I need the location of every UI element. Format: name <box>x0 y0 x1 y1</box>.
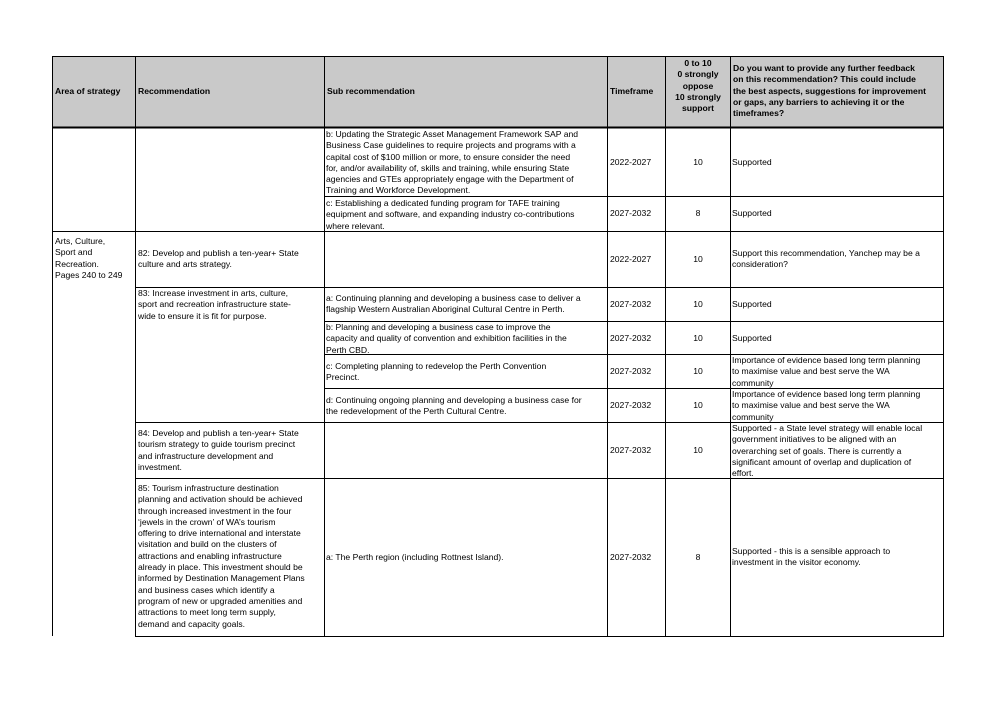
timeframe: 2027-2032 <box>610 208 652 218</box>
sub-recommendation: c: Establishing a dedicated funding program for TAFE training equipment and software, and expanding industry co-contributions where relevant. <box>326 198 575 231</box>
feedback: Importance of evidence based long term planning to maximise value and best serve the WA community <box>732 389 921 422</box>
feedback: Importance of evidence based long term planning to maximise value and best serve the WA community <box>732 355 921 388</box>
header-sub-recommendation: Sub recommendation <box>327 86 415 96</box>
timeframe: 2027-2032 <box>610 333 652 343</box>
feedback: Support this recommendation, Yanchep may be a consideration? <box>732 248 920 270</box>
timeframe: 2022-2027 <box>610 254 652 264</box>
header-recommendation: Recommendation <box>138 86 211 96</box>
header-feedback: Do you want to provide any further feedback on this recommendation? This could include the best aspects, suggestions for improvement or gaps, any barriers to achieving it or the timeframes? <box>733 63 926 119</box>
score: 10 <box>693 157 703 167</box>
header-score: 0 to 10 0 strongly oppose 10 strongly support <box>675 58 721 114</box>
sub-recommendation: a: Continuing planning and developing a business case to deliver a flagship Western Australian Aboriginal Cultural Centre in Perth. <box>326 293 581 315</box>
timeframe: 2027-2032 <box>610 445 652 455</box>
timeframe: 2027-2032 <box>610 400 652 410</box>
header-timeframe: Timeframe <box>610 86 654 96</box>
header-area-of-strategy: Area of strategy <box>55 86 121 96</box>
area-of-strategy: Arts, Culture, Sport and Recreation. Pages 240 to 249 <box>55 236 123 280</box>
recommendation: 85: Tourism infrastructure destination planning and activation should be achieved through increased investment in the four ‘jewels in the crown’ of WA’s tourism offering to drive international and interstate visitation and build on the clusters of attractions and enabling infrastructure already in place. This investment should be informed by Destination Management Plans and business cases which identify a program of new or upgraded amenities and attractions to meet long term supply, demand and capacity goals. <box>138 483 305 629</box>
timeframe: 2022-2027 <box>610 157 652 167</box>
sub-recommendation: d: Continuing ongoing planning and developing a business case for the redevelopment of the Perth Cultural Centre. <box>326 395 582 417</box>
feedback: Supported <box>732 333 772 343</box>
sub-recommendation: c: Completing planning to redevelop the Perth Convention Precinct. <box>326 361 547 383</box>
score: 10 <box>693 445 703 455</box>
timeframe: 2027-2032 <box>610 552 652 562</box>
recommendation: 82: Develop and publish a ten-year+ State culture and arts strategy. <box>138 248 299 270</box>
feedback: Supported <box>732 157 772 167</box>
feedback: Supported - this is a sensible approach to investment in the visitor economy. <box>732 546 891 568</box>
timeframe: 2027-2032 <box>610 299 652 309</box>
score: 10 <box>693 366 703 376</box>
sub-recommendation: a: The Perth region (including Rottnest Island). <box>326 552 504 562</box>
score: 8 <box>695 552 701 562</box>
score: 10 <box>693 254 703 264</box>
score: 10 <box>693 400 703 410</box>
score: 10 <box>693 333 703 343</box>
recommendation: 84: Develop and publish a ten-year+ State tourism strategy to guide tourism precinct and infrastructure development and investment. <box>138 428 299 472</box>
recommendation: 83: Increase investment in arts, culture, sport and recreation infrastructure state- wide to ensure it is fit for purpose. <box>138 288 291 321</box>
score: 8 <box>695 208 701 218</box>
sub-recommendation: b: Planning and developing a business case to improve the capacity and quality of convention and exhibition facilities in the Perth CBD. <box>326 322 567 355</box>
sub-recommendation: b: Updating the Strategic Asset Management Framework SAP and Business Case guidelines to require projects and programs with a capital cost of $100 million or more, to ensure consider the need for, and/or availability of, skills and training, while ensuring State agencies and GTEs appropriately engage with the Department of Training and Workforce Development. <box>326 129 579 196</box>
score: 10 <box>693 299 703 309</box>
feedback: Supported <box>732 208 772 218</box>
feedback: Supported - a State level strategy will enable local government initiatives to be aligned with an overarching set of goals. There is currently a significant amount of overlap and duplication of effort. <box>732 423 923 479</box>
feedback: Supported <box>732 299 772 309</box>
timeframe: 2027-2032 <box>610 366 652 376</box>
